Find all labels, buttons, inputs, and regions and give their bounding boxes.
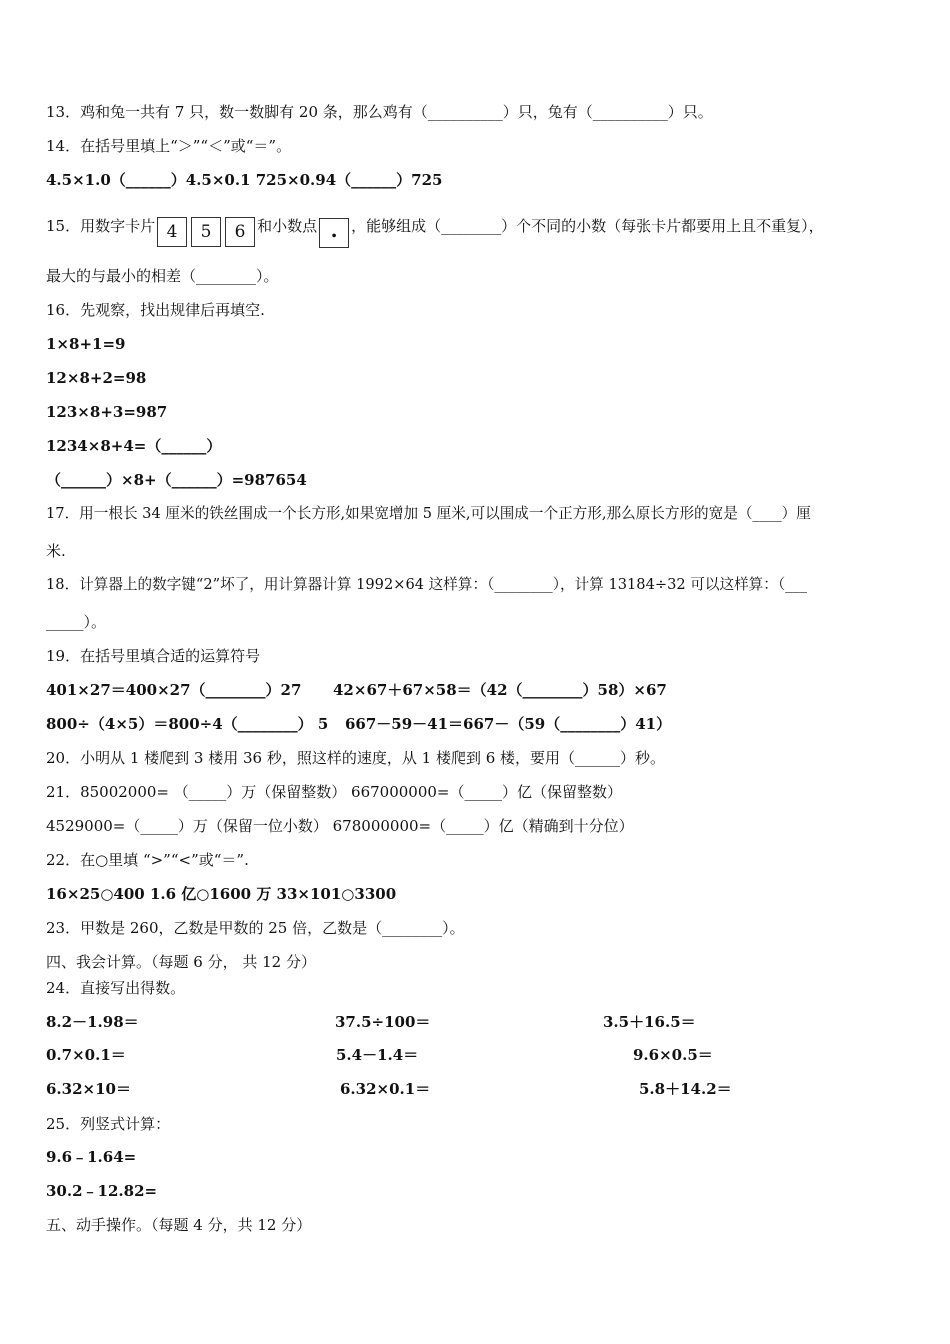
question-16-line-5: （______）×8+（______）=987654 bbox=[46, 471, 307, 489]
question-16-line-1: 1×8+1=9 bbox=[46, 335, 126, 353]
digit-card-5: 5 bbox=[191, 217, 221, 247]
question-15-line1 bbox=[46, 212, 824, 248]
question-24-r2c1: 0.7×0.1＝ bbox=[46, 1046, 126, 1064]
question-25-item-1: 9.6﹣1.64= bbox=[46, 1148, 137, 1166]
question-19-row2-left: 800÷（4×5）＝800÷4（________） 5 bbox=[46, 715, 329, 733]
question-15-middle: 和小数点 bbox=[257, 217, 318, 235]
question-20: 20．小明从 1 楼爬到 3 楼用 36 秒，照这样的速度，从 1 楼爬到 6 楼，要用（______）秒。 bbox=[46, 749, 666, 767]
question-25-stem: 25．列竖式计算： bbox=[46, 1115, 171, 1133]
section-4-heading: 四、我会计算。（每题 6 分， 共 12 分） bbox=[46, 953, 316, 971]
question-19-row1-right: 42×67＋67×58＝（42（________）58）×67 bbox=[333, 681, 667, 699]
decimal-point-card: . bbox=[319, 218, 349, 248]
question-13: 13．鸡和兔一共有 7 只，数一数脚有 20 条，那么鸡有（__________）只，兔有（__________）只。 bbox=[46, 103, 713, 121]
question-24-r1c3: 3.5＋16.5＝ bbox=[603, 1013, 696, 1031]
question-16-line-2: 12×8+2=98 bbox=[46, 369, 147, 387]
digit-card-4: 4 bbox=[157, 217, 187, 247]
question-15-before: 15．用数字卡片 bbox=[46, 217, 156, 235]
question-21-row1: 21．85002000= （_____）万（保留整数） 667000000=（_____）亿（保留整数） bbox=[46, 783, 623, 801]
question-24-r3c3: 5.8＋14.2＝ bbox=[639, 1080, 732, 1098]
question-19-row2-right: 667－59－41＝667－（59（________）41） bbox=[345, 715, 672, 733]
question-22-items: 16×25○400 1.6 亿○1600 万 33×101○3300 bbox=[46, 885, 397, 903]
question-24-r2c3: 9.6×0.5＝ bbox=[633, 1046, 713, 1064]
question-21-row2: 4529000=（_____）万（保留一位小数） 678000000=（_____）亿（精确到十分位） bbox=[46, 817, 634, 835]
digit-card-6: 6 bbox=[225, 217, 255, 247]
question-24-r3c1: 6.32×10＝ bbox=[46, 1080, 131, 1098]
question-24-r1c1: 8.2－1.98＝ bbox=[46, 1013, 139, 1031]
question-16-line-4: 1234×8+4=（______） bbox=[46, 437, 222, 455]
question-14-stem: 14．在括号里填上“＞”“＜”或“＝”。 bbox=[46, 137, 292, 155]
question-17-line2: 米. bbox=[46, 542, 66, 560]
question-24-stem: 24．直接写出得数。 bbox=[46, 979, 186, 997]
question-15-after: ，能够组成（________）个不同的小数（每张卡片都要用上且不重复）， bbox=[351, 217, 824, 235]
question-24-r2c2: 5.4－1.4＝ bbox=[336, 1046, 419, 1064]
question-16-stem: 16．先观察，找出规律后再填空. bbox=[46, 301, 265, 319]
question-23: 23．甲数是 260，乙数是甲数的 25 倍，乙数是（________）。 bbox=[46, 919, 465, 937]
question-17-line1: 17．用一根长 34 厘米的铁丝围成一个长方形,如果宽增加 5 厘米,可以围成一个正方形,那么原长方形的宽是（____）厘 bbox=[46, 505, 811, 522]
section-5-heading: 五、动手操作。（每题 4 分，共 12 分） bbox=[46, 1216, 312, 1234]
question-18-line2: _____）。 bbox=[46, 613, 107, 631]
question-22-stem: 22．在○里填 “>”“<”或“＝”. bbox=[46, 851, 249, 869]
question-25-item-2: 30.2﹣12.82= bbox=[46, 1182, 158, 1200]
question-18-line1: 18．计算器上的数字键“2”坏了，用计算器计算 1992×64 这样算：（________），计算 13184÷32 可以这样算：（___ bbox=[46, 576, 808, 593]
question-24-r1c2: 37.5÷100＝ bbox=[335, 1013, 431, 1031]
question-15-line2: 最大的与最小的相差（________）。 bbox=[46, 267, 279, 285]
question-16-line-3: 123×8+3=987 bbox=[46, 403, 168, 421]
question-24-r3c2: 6.32×0.1＝ bbox=[340, 1080, 431, 1098]
question-19-row1-left: 401×27＝400×27（________）27 bbox=[46, 681, 302, 699]
question-19-stem: 19．在括号里填合适的运算符号 bbox=[46, 647, 261, 665]
question-14-items: 4.5×1.0（______）4.5×0.1 725×0.94（______）725 bbox=[46, 171, 443, 189]
